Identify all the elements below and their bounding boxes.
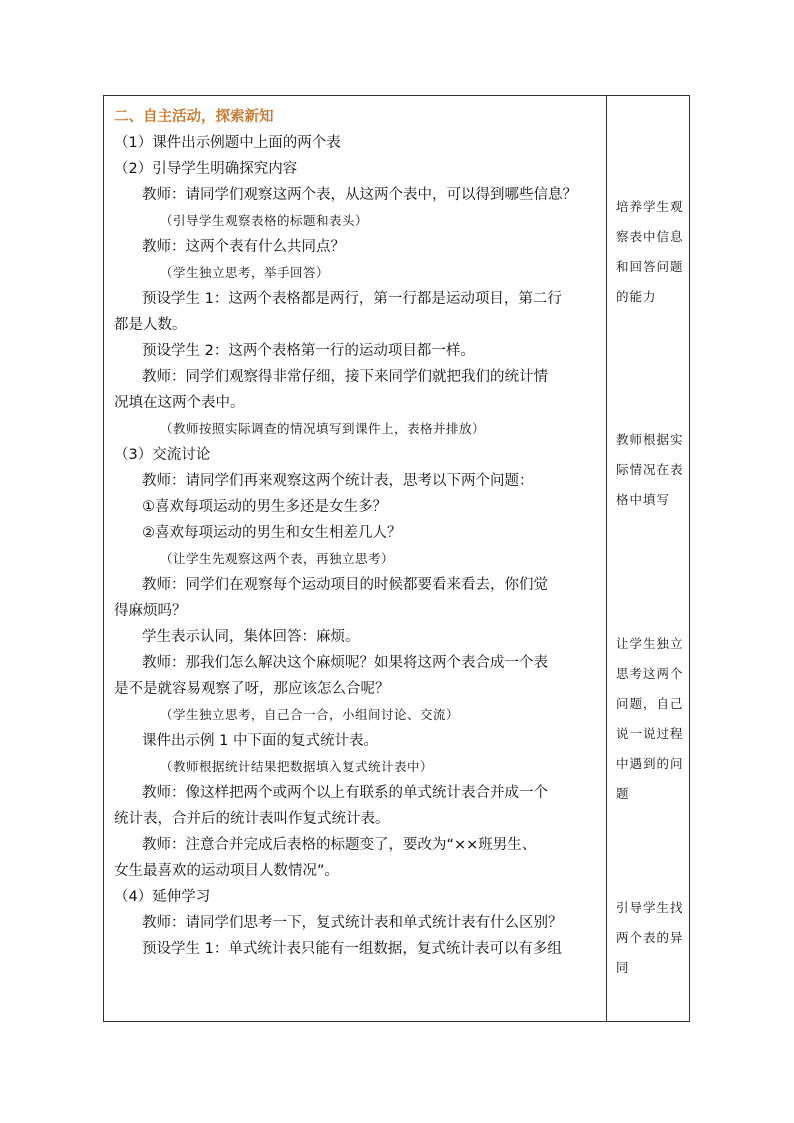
text-line: 课件出示例 1 中下面的复式统计表。 <box>142 733 378 749</box>
text-line: （2）引导学生明确探究内容 <box>114 161 298 177</box>
text-line: 教师：同学们观察得非常仔细，接下来同学们就把我们的统计情 <box>142 369 548 385</box>
text-line: 统计表，合并后的统计表叫作复式统计表。 <box>114 811 390 827</box>
lesson-table <box>103 95 690 1022</box>
text-line: 女生最喜欢的运动项目人数情况”。 <box>114 863 340 879</box>
note-observe-tables: 培养学生观察表中信息和回答问题的能力 <box>616 199 684 304</box>
text-line: 教师：请同学们思考一下，复式统计表和单式统计表有什么区别？ <box>142 915 563 931</box>
text-line: （引导学生观察表格的标题和表头） <box>160 213 369 228</box>
section-heading: 二、自主活动，探索新知 <box>114 109 274 125</box>
text-line: ①喜欢每项运动的男生多还是女生多？ <box>142 499 387 515</box>
text-line: 教师：像这样把两个或两个以上有联系的单式统计表合并成一个 <box>142 785 548 801</box>
text-line: 得麻烦吗？ <box>114 603 187 619</box>
text-line: （教师根据统计结果把数据填入复式统计表中） <box>160 759 434 774</box>
text-line: （1）课件出示例题中上面的两个表 <box>114 135 341 151</box>
text-line: （3）交流讨论 <box>114 447 211 463</box>
text-line: 是不是就容易观察了呀，那应该怎么合呢？ <box>114 681 390 697</box>
text-line: 况填在这两个表中。 <box>114 395 245 411</box>
note-compare-tables: 引导学生找两个表的异同 <box>616 900 684 975</box>
text-line: 教师：那我们怎么解决这个麻烦呢？如果将这两个表合成一个表 <box>142 655 548 671</box>
text-line: 教师：注意合并完成后表格的标题变了，要改为“××班男生、 <box>142 837 537 853</box>
text-line: （学生独立思考，自己合一合，小组间讨论、交流） <box>160 707 460 722</box>
text-line: 预设学生 2：这两个表格第一行的运动项目都一样。 <box>142 343 475 359</box>
note-fill-table: 教师根据实际情况在表格中填写 <box>616 432 684 507</box>
text-line: （教师按照实际调查的情况填写到课件上，表格并排放） <box>160 421 486 436</box>
text-line: 都是人数。 <box>114 317 187 333</box>
text-line: （学生独立思考，举手回答） <box>160 265 330 280</box>
text-line: 教师：请同学们观察这两个表，从这两个表中，可以得到哪些信息？ <box>142 187 577 203</box>
text-line: 教师：这两个表有什么共同点？ <box>142 239 345 255</box>
note-independent-thinking: 让学生独立思考这两个问题，自己说一说过程中遇到的问题 <box>616 636 684 801</box>
text-line: 教师：请同学们再来观察这两个统计表，思考以下两个问题： <box>142 473 534 489</box>
text-line: （让学生先观察这两个表，再独立思考） <box>160 551 395 566</box>
text-line: 学生表示认同，集体回答：麻烦。 <box>142 629 360 645</box>
design-intent-column <box>606 96 691 1021</box>
text-line: 预设学生 1：这两个表格都是两行，第一行都是运动项目，第二行 <box>142 291 562 307</box>
text-line: ②喜欢每项运动的男生和女生相差几人？ <box>142 525 402 541</box>
text-line: 预设学生 1：单式统计表只能有一组数据，复式统计表可以有多组 <box>142 941 562 957</box>
teaching-process-column <box>104 96 606 1021</box>
text-line: （4）延伸学习 <box>114 889 211 905</box>
text-line: 教师：同学们在观察每个运动项目的时候都要看来看去，你们觉 <box>142 577 548 593</box>
